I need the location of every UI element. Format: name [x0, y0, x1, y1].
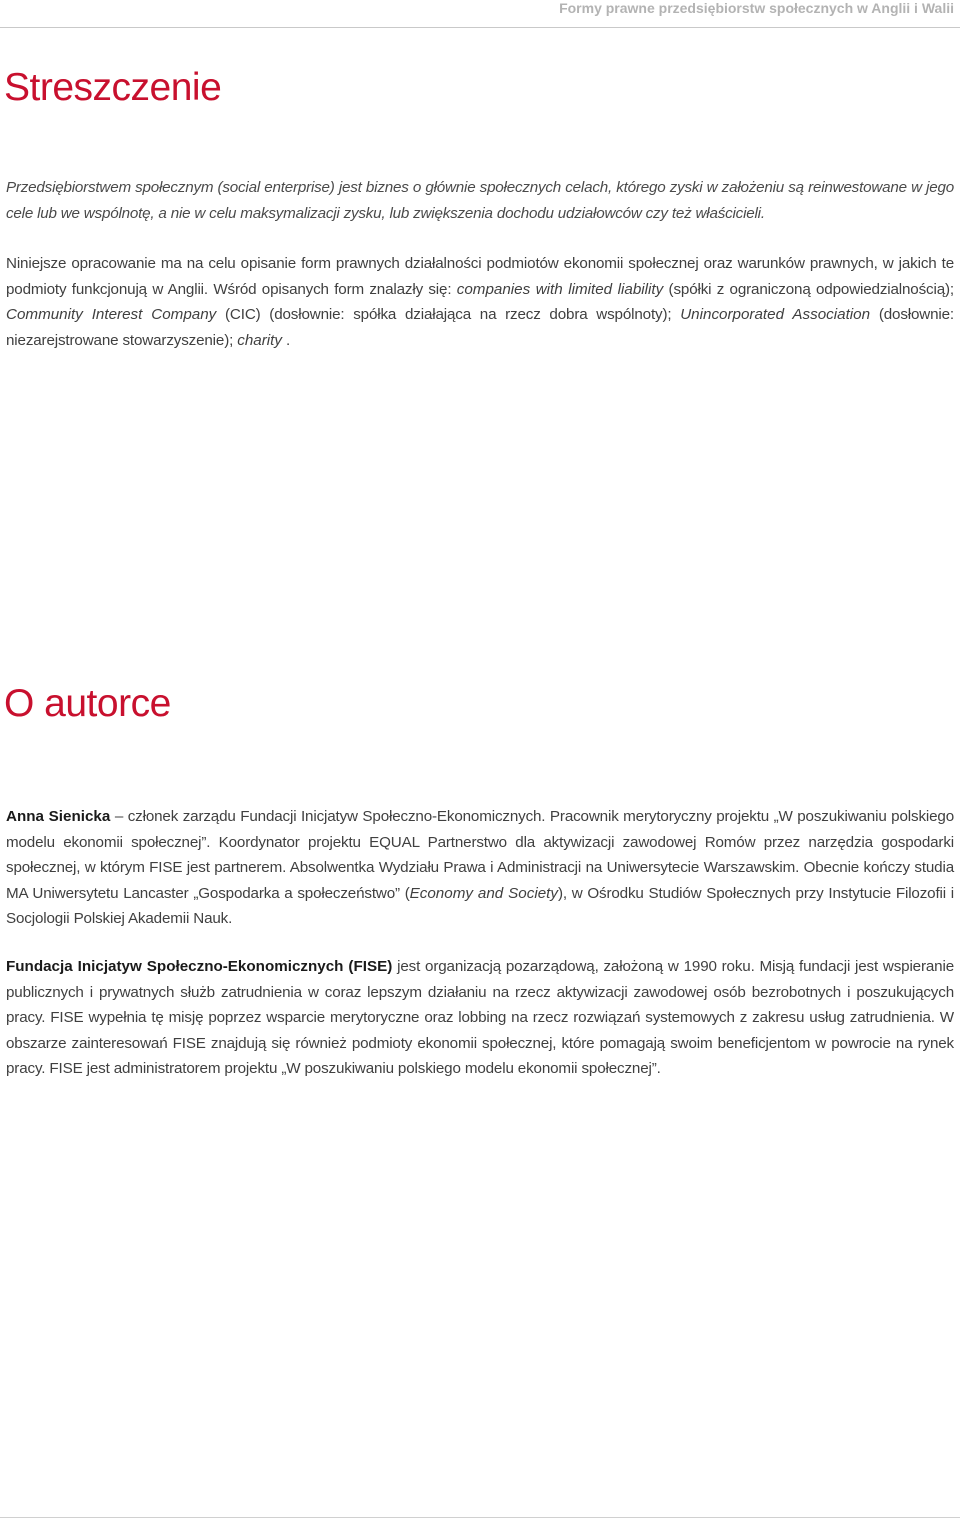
header-rule — [0, 27, 960, 28]
section-title-author: O autorce — [4, 682, 171, 725]
legal-form-cic-desc: (CIC) (dosłownie: spółka działająca na rzecz dobra wspólnoty); — [216, 306, 681, 323]
legal-form-association-desc: (dosłownie: niezarejstrowane stowarzyszenie); — [6, 306, 954, 349]
author-bio-text-2: ), w Ośrodku Studiów Społecznych przy Instytucie Filozofii i Socjologii Polskiej Akademii Nauk. — [6, 884, 954, 927]
summary-definition: Przedsiębiorstwem społecznym (social enterprise) jest biznes o głównie społecznych celach, którego zyski w założeniu są reinwestowane w jego cele lub we wspólnotę, a nie w celu maksymalizacji zysku, lub zwiększenia dochodu udziałowców czy też właścicieli. — [6, 179, 954, 222]
summary-paragraph — [6, 251, 954, 353]
author-bio-emphasis: Economy and Society — [409, 884, 558, 902]
organization-name: Fundacja Inicjatyw Społeczno-Ekonomicznych (FISE) — [6, 958, 393, 975]
organization-description-text: jest organizacją pozarządową, założoną w 1990 roku. Misją fundacji jest wspieranie publicznych i prywatnych służb zatrudnienia w coraz lepszym działaniu na rzecz aktywizacji zawodowej osób bezrobotnych i poszukujących pracy. FISE wypełnia tę misję poprzez wsparcie merytoryczne oraz lobbing na rzecz rozwiązań systemowych z zakresu usług zatrudnienia. W obszarze zainteresowań FISE znajdują się również podmioty ekonomii społecznej, które pomagają swoim beneficjentom w powrocie na rynek pracy. FISE jest administratorem projektu „W poszukiwaniu polskiego modelu ekonomii społecznej”. — [6, 958, 954, 1077]
legal-form-companies-desc: (spółki z ograniczoną odpowiedzialnością); — [663, 280, 954, 298]
legal-form-association: Unincorporated Association — [680, 306, 871, 323]
author-name: Anna Sienicka — [6, 808, 111, 825]
legal-form-cic: Community Interest Company — [6, 306, 217, 323]
summary-end: . — [281, 331, 291, 349]
author-bio-text-1: – członek zarządu Fundacji Inicjatyw Społeczno-Ekonomicznych. Pracownik merytoryczny projektu „W poszukiwaniu polskiego modelu ekonomii społecznej”. Koordynator projektu EQUAL Partnerstwo dla aktywizacji zawodowej Romów przez narzędzia gospodarki społecznej, w którym FISE jest partnerem. Absolwentka Wydziału Prawa i Administracji na Uniwersytecie Warszawskim. Obecnie kończy studia MA Uniwersytetu Lancaster „Gospodarka a społeczeństwo” ( — [6, 808, 954, 902]
running-header: Formy prawne przedsiębiorstw społecznych w Anglii i Walii — [559, 0, 954, 16]
legal-form-companies: companies with limited liability — [456, 280, 664, 298]
legal-form-charity: charity — [237, 331, 282, 349]
footer-rule — [0, 1517, 960, 1518]
section-title-summary: Streszczenie — [4, 66, 222, 109]
organization-description — [6, 954, 954, 1082]
summary-intro: Niniejsze opracowanie ma na celu opisanie form prawnych działalności podmiotów ekonomii społecznej oraz warunków prawnych, w jakich te podmioty funkcjonują w Anglii. Wśród opisanych form znalazły się: — [6, 255, 954, 298]
author-bio — [6, 804, 954, 932]
